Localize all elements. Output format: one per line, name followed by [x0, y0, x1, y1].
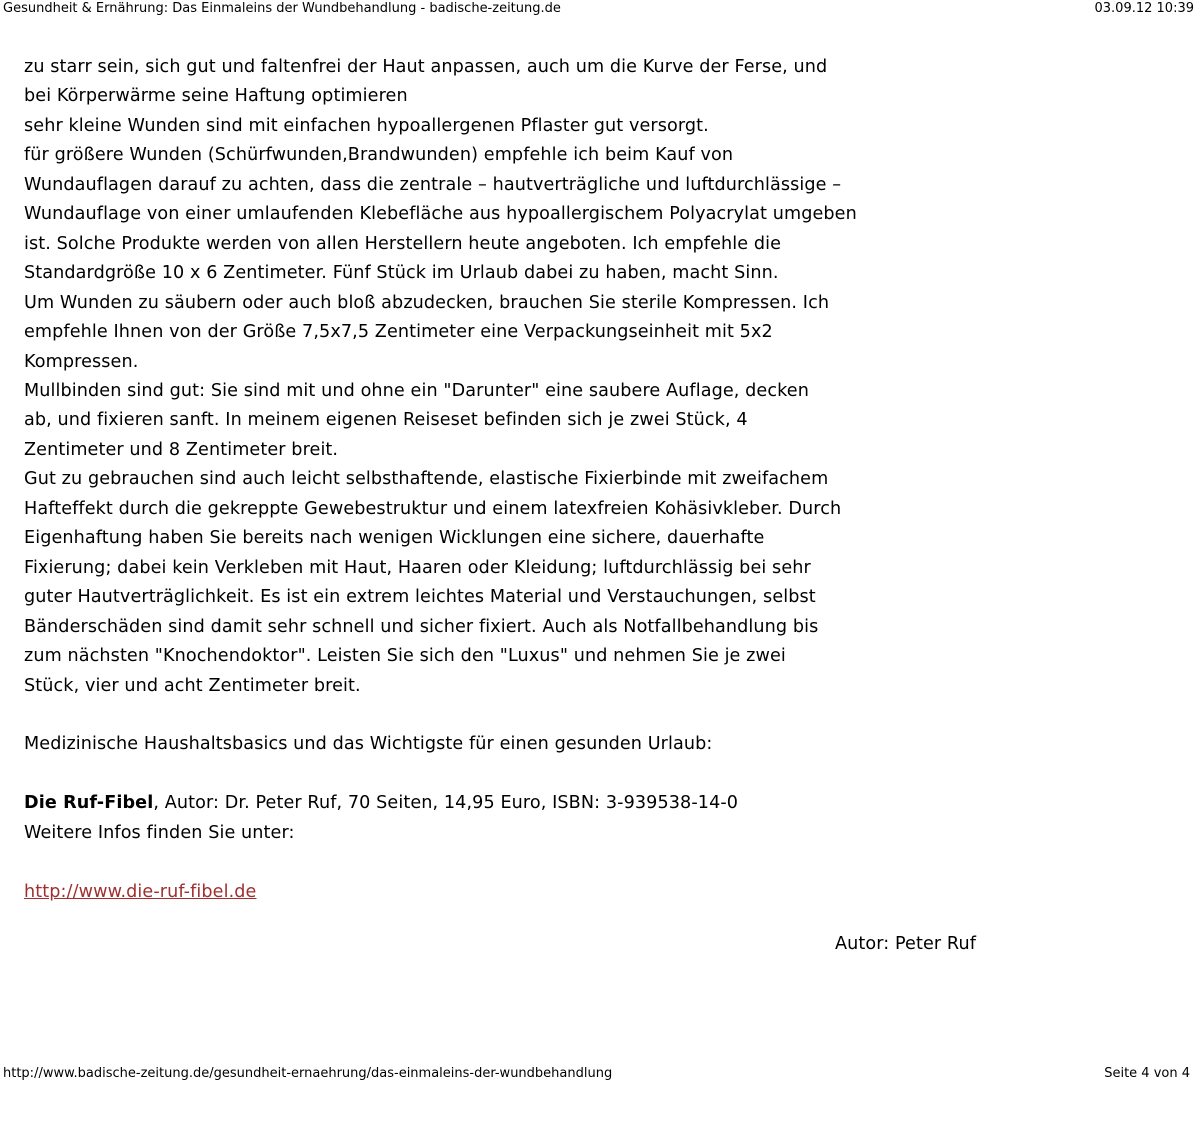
body-text-line: Wundauflage von einer umlaufenden Klebefläche aus hypoallergischem Polyacrylat umgeben	[24, 204, 857, 225]
body-text-line: Fixierung; dabei kein Verkleben mit Haut, Haaren oder Kleidung; luftdurchlässig bei sehr	[24, 557, 811, 578]
source-url: http://www.badische-zeitung.de/gesundheit-ernaehrung/das-einmaleins-der-wundbehandlung	[3, 1066, 613, 1081]
document-title: Gesundheit & Ernährung: Das Einmaleins der Wundbehandlung - badische-zeitung.de	[3, 1, 561, 16]
link-line	[24, 878, 976, 907]
book-details: , Autor: Dr. Peter Ruf, 70 Seiten, 14,95 Euro, ISBN: 3-939538-14-0	[153, 793, 739, 814]
body-text-line: guter Hautverträglichkeit. Es ist ein extrem leichtes Material und Verstauchungen, selbst	[24, 587, 816, 608]
body-text-line: für größere Wunden (Schürfwunden,Brandwunden) empfehle ich beim Kauf von	[24, 145, 734, 166]
book-title: Die Ruf-Fibel	[24, 793, 154, 814]
body-text-line: Mullbinden sind gut: Sie sind mit und ohne ein "Darunter" eine saubere Auflage, decken	[24, 380, 809, 401]
subheading-line: Medizinische Haushaltsbasics und das Wichtigste für einen gesunden Urlaub:	[24, 734, 713, 755]
more-info-line: Weitere Infos finden Sie unter:	[24, 822, 295, 843]
body-text-line: zu starr sein, sich gut und faltenfrei der Haut anpassen, auch um die Kurve der Ferse, und	[24, 57, 828, 77]
print-footer	[0, 1066, 1200, 1082]
ruf-fibel-link[interactable]: http://www.die-ruf-fibel.de	[24, 881, 257, 902]
body-paragraph-lines	[24, 53, 976, 701]
body-text-line: Kompressen.	[24, 351, 139, 372]
body-text-line: Um Wunden zu säubern oder auch bloß abzudecken, brauchen Sie sterile Kompressen. Ich	[24, 292, 830, 313]
body-text-line: ist. Solche Produkte werden von allen Herstellern heute angeboten. Ich empfehle die	[24, 233, 782, 254]
body-text-line: bei Körperwärme seine Haftung optimieren	[24, 86, 408, 107]
body-text-line: Bänderschäden sind damit sehr schnell und sicher fixiert. Auch als Notfallbehandlung bis	[24, 616, 819, 637]
body-text-line: empfehle Ihnen von der Größe 7,5x7,5 Zentimeter eine Verpackungseinheit mit 5x2	[24, 322, 773, 343]
body-text-line: zum nächsten "Knochendoktor". Leisten Sie sich den "Luxus" und nehmen Sie je zwei	[24, 646, 786, 667]
body-text-line: ab, und fixieren sanft. In meinem eigenen Reiseset befinden sich je zwei Stück, 4	[24, 410, 748, 431]
print-header	[0, 0, 1200, 17]
body-text-line: Gut zu gebrauchen sind auch leicht selbsthaftende, elastische Fixierbinde mit zweifachem	[24, 469, 829, 490]
page-number: Seite 4 von 4	[1104, 1066, 1190, 1081]
author-credit: Autor: Peter Ruf	[834, 934, 976, 955]
article-body	[24, 53, 976, 960]
body-text-line: Standardgröße 10 x 6 Zentimeter. Fünf Stück im Urlaub dabei zu haben, macht Sinn.	[24, 263, 779, 284]
body-text-line: Hafteffekt durch die gekreppte Gewebestruktur und einem latexfreien Kohäsivkleber. Durch	[24, 498, 842, 519]
body-text-line: Wundauflagen darauf zu achten, dass die zentrale – hautverträgliche und luftdurchlässige –	[24, 174, 842, 195]
body-text-line: Stück, vier und acht Zentimeter breit.	[24, 675, 361, 696]
book-info-line	[24, 789, 976, 818]
body-text-line: sehr kleine Wunden sind mit einfachen hypoallergenen Pflaster gut versorgt.	[24, 115, 709, 136]
body-text-line: Zentimeter und 8 Zentimeter breit.	[24, 439, 339, 460]
print-datetime: 03.09.12 10:39	[1094, 1, 1194, 16]
body-text-line: Eigenhaftung haben Sie bereits nach wenigen Wicklungen eine sichere, dauerhafte	[24, 528, 765, 549]
